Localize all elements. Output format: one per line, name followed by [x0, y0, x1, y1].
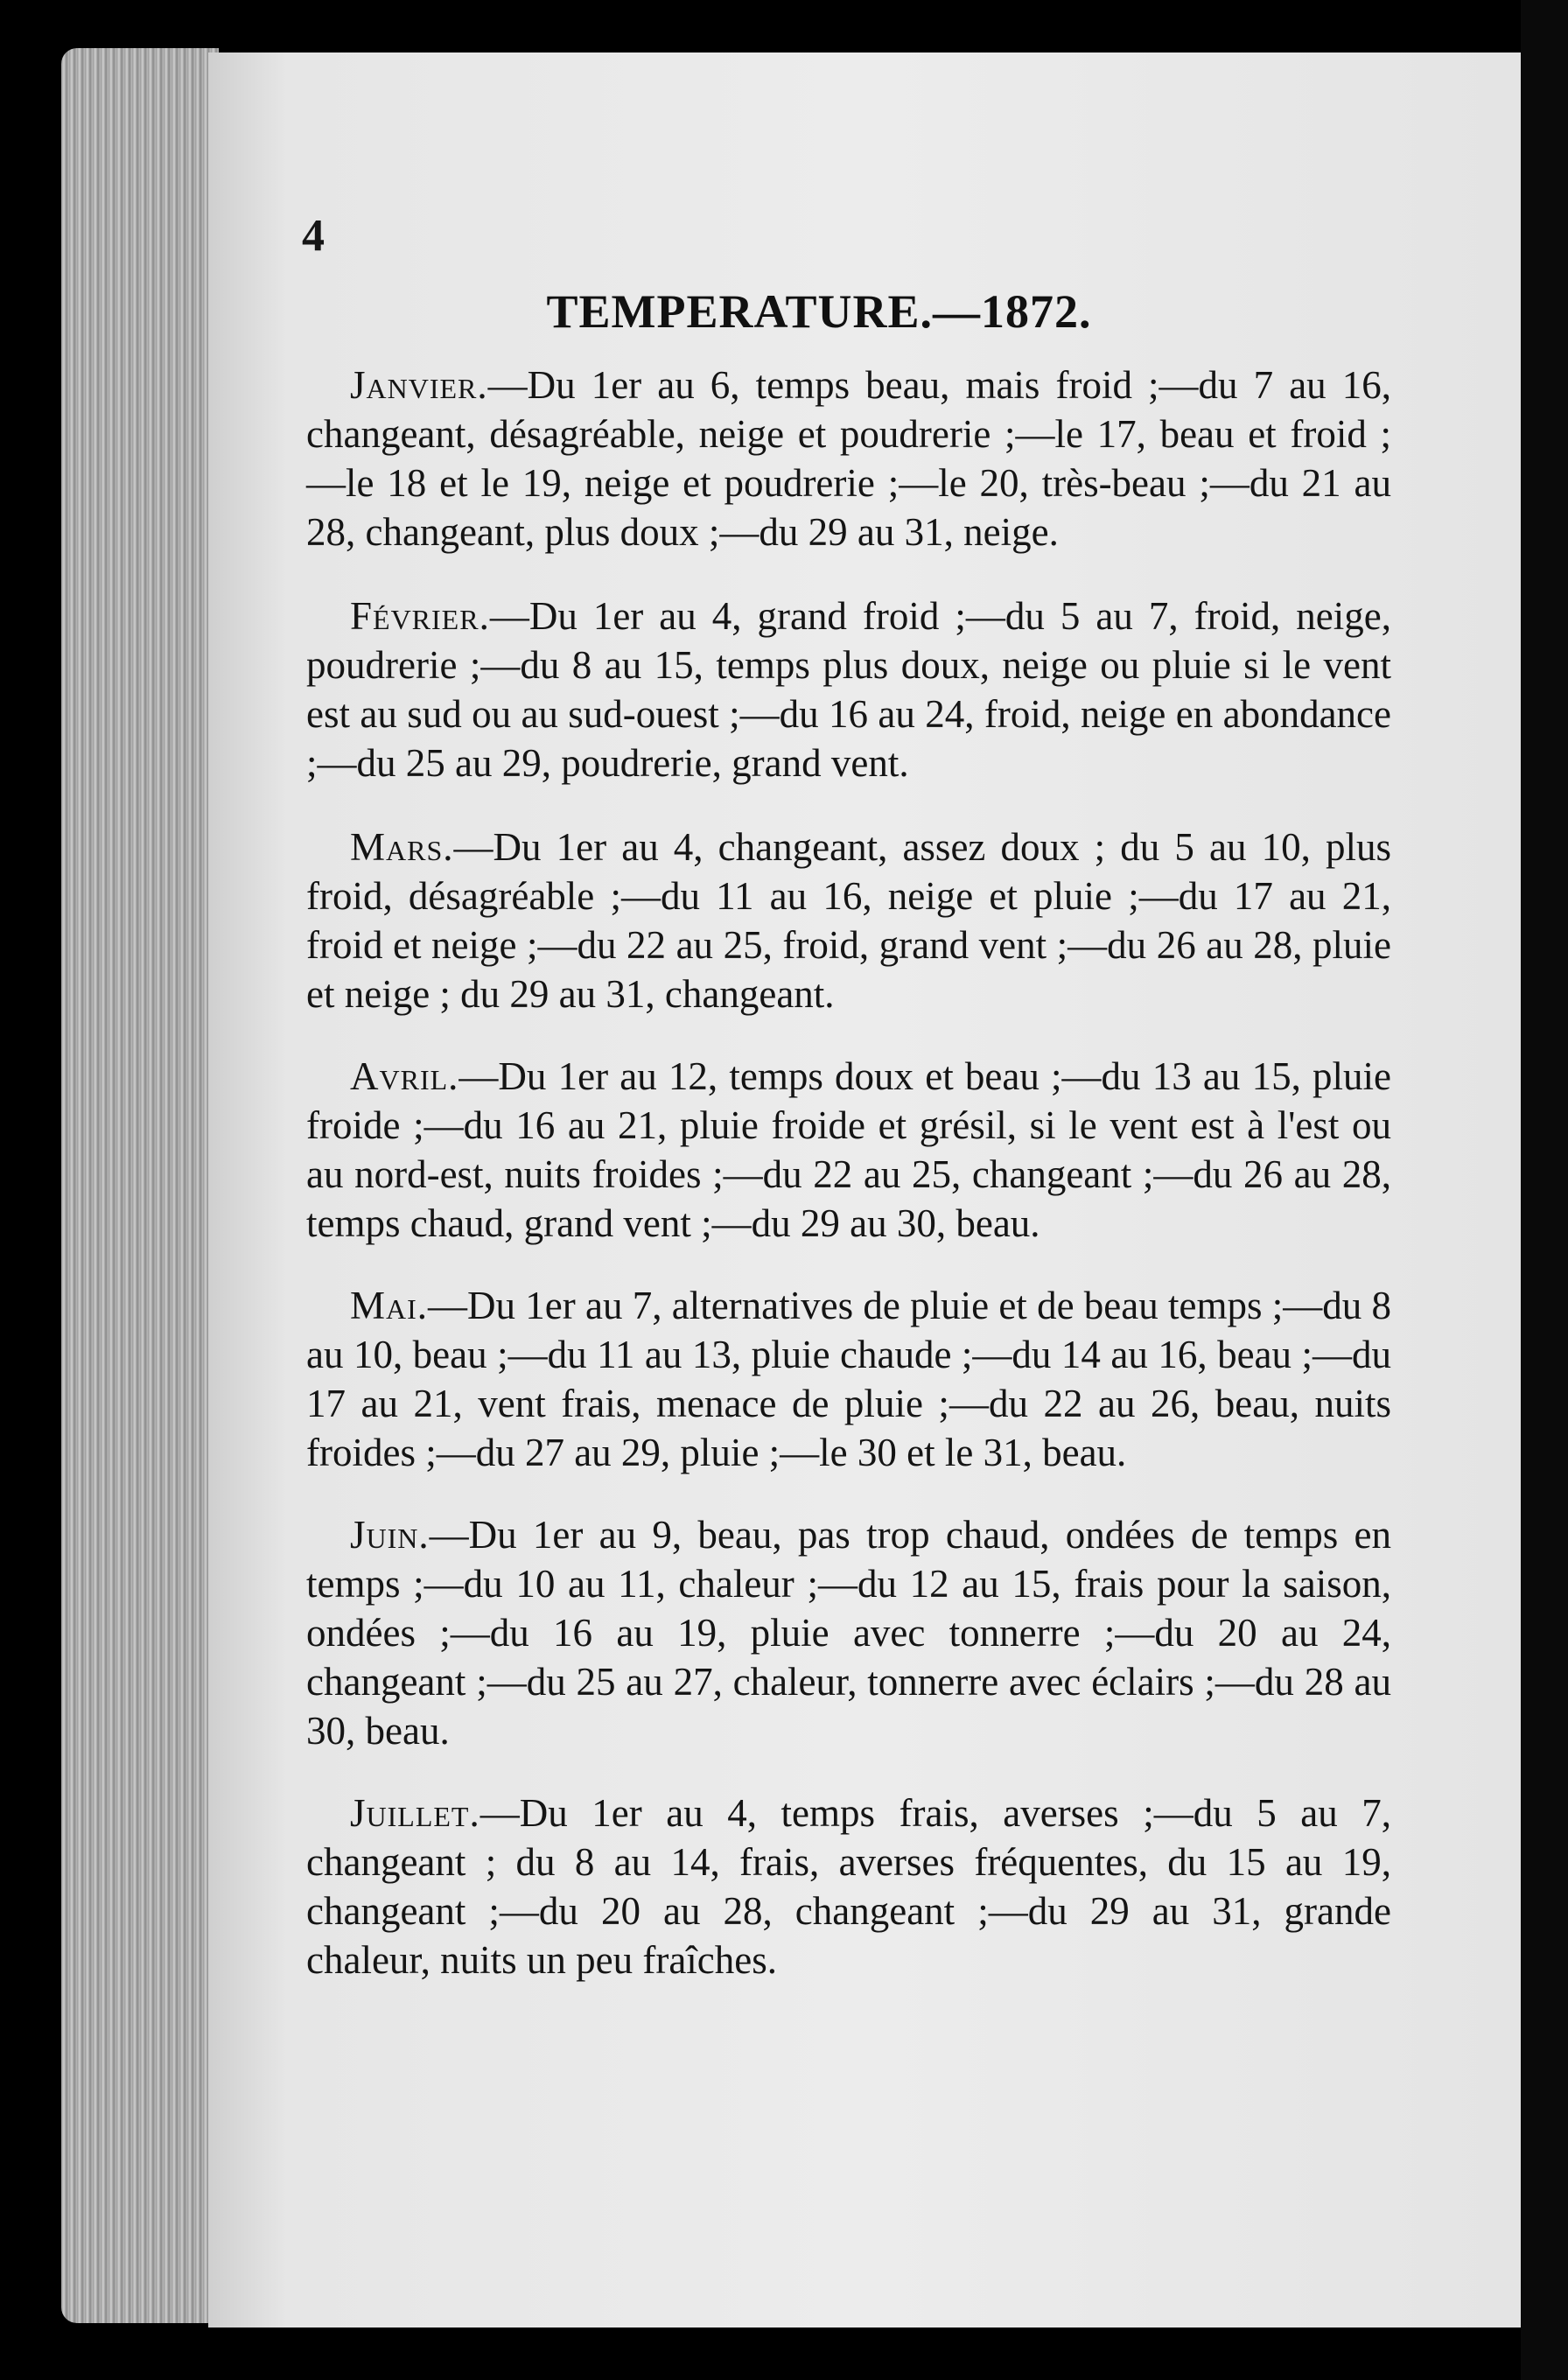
month-name: Juillet.: [350, 1791, 480, 1835]
month-entry-fevrier: [306, 592, 1391, 788]
month-name: Mai.: [350, 1284, 429, 1327]
book-page-edges: [61, 48, 219, 2323]
month-text: —Du 1er au 9, beau, pas trop chaud, ondées de temps en temps ;—du 10 au 11, chaleur ;—du 12 au 15, frais pour la saison, ondées ;—du 16 au 19, pluie avec tonnerre ;—du 20 au 24, changeant ;—du 25 au 27, chaleur, tonnerre avec éclairs ;—du 28 au 30, beau.: [306, 1513, 1391, 1753]
temperature-entries: [306, 360, 1391, 1984]
month-text: —Du 1er au 7, alternatives de pluie et de beau temps ;—du 8 au 10, beau ;—du 11 au 13, pluie chaude ;—du 14 au 16, beau ;—du 17 au 21, vent frais, menace de pluie ;—du 22 au 26, beau, nuits froides ;—du 27 au 29, pluie ;—le 30 et le 31, beau.: [306, 1284, 1391, 1474]
page-title: TEMPERATURE.—1872.: [546, 285, 1092, 338]
month-text: —Du 1er au 4, grand froid ;—du 5 au 7, froid, neige, poudrerie ;—du 8 au 15, temps plus doux, neige ou pluie si le vent est au sud ou au sud-ouest ;—du 16 au 24, froid, neige en abondance ;—du 25 au 29, poudrerie, grand vent.: [306, 594, 1391, 785]
month-text: —Du 1er au 6, temps beau, mais froid ;—du 7 au 16, changeant, désagréable, neige et poudrerie ;—le 17, beau et froid ;—le 18 et le 19, neige et poudrerie ;—le 20, très-beau ;—du 21 au 28, changeant, plus doux ;—du 29 au 31, neige.: [306, 363, 1391, 554]
month-name: Avril.: [350, 1054, 459, 1098]
month-entry-juillet: [306, 1788, 1391, 1984]
month-text: —Du 1er au 12, temps doux et beau ;—du 13 au 15, pluie froide ;—du 16 au 21, pluie froide et grésil, si le vent est à l'est ou au nord-est, nuits froides ;—du 22 au 25, changeant ;—du 26 au 28, temps chaud, grand vent ;—du 29 au 30, beau.: [306, 1054, 1391, 1245]
month-entry-janvier: [306, 360, 1391, 556]
month-entry-mai: [306, 1281, 1391, 1477]
page-number: 4: [302, 211, 325, 261]
month-name: Février.: [350, 594, 490, 638]
month-text: —Du 1er au 4, temps frais, averses ;—du 5 au 7, changeant ; du 8 au 14, frais, averses fréquentes, du 15 au 19, changeant ;—du 20 au 28, changeant ;—du 29 au 31, grande chaleur, nuits un peu fraîches.: [306, 1791, 1391, 1982]
month-text: —Du 1er au 4, changeant, assez doux ; du 5 au 10, plus froid, désagréable ;—du 11 au 16, neige et pluie ;—du 17 au 21, froid et neige ;—du 22 au 25, froid, grand vent ;—du 26 au 28, pluie et neige ; du 29 au 31, changeant.: [306, 825, 1391, 1016]
month-entry-avril: [306, 1052, 1391, 1248]
month-name: Mars.: [350, 825, 454, 869]
scan-border: [1521, 0, 1568, 2380]
month-entry-juin: [306, 1510, 1391, 1755]
month-name: Juin.: [350, 1513, 430, 1557]
month-name: Janvier.: [350, 363, 488, 407]
month-entry-mars: [306, 822, 1391, 1018]
